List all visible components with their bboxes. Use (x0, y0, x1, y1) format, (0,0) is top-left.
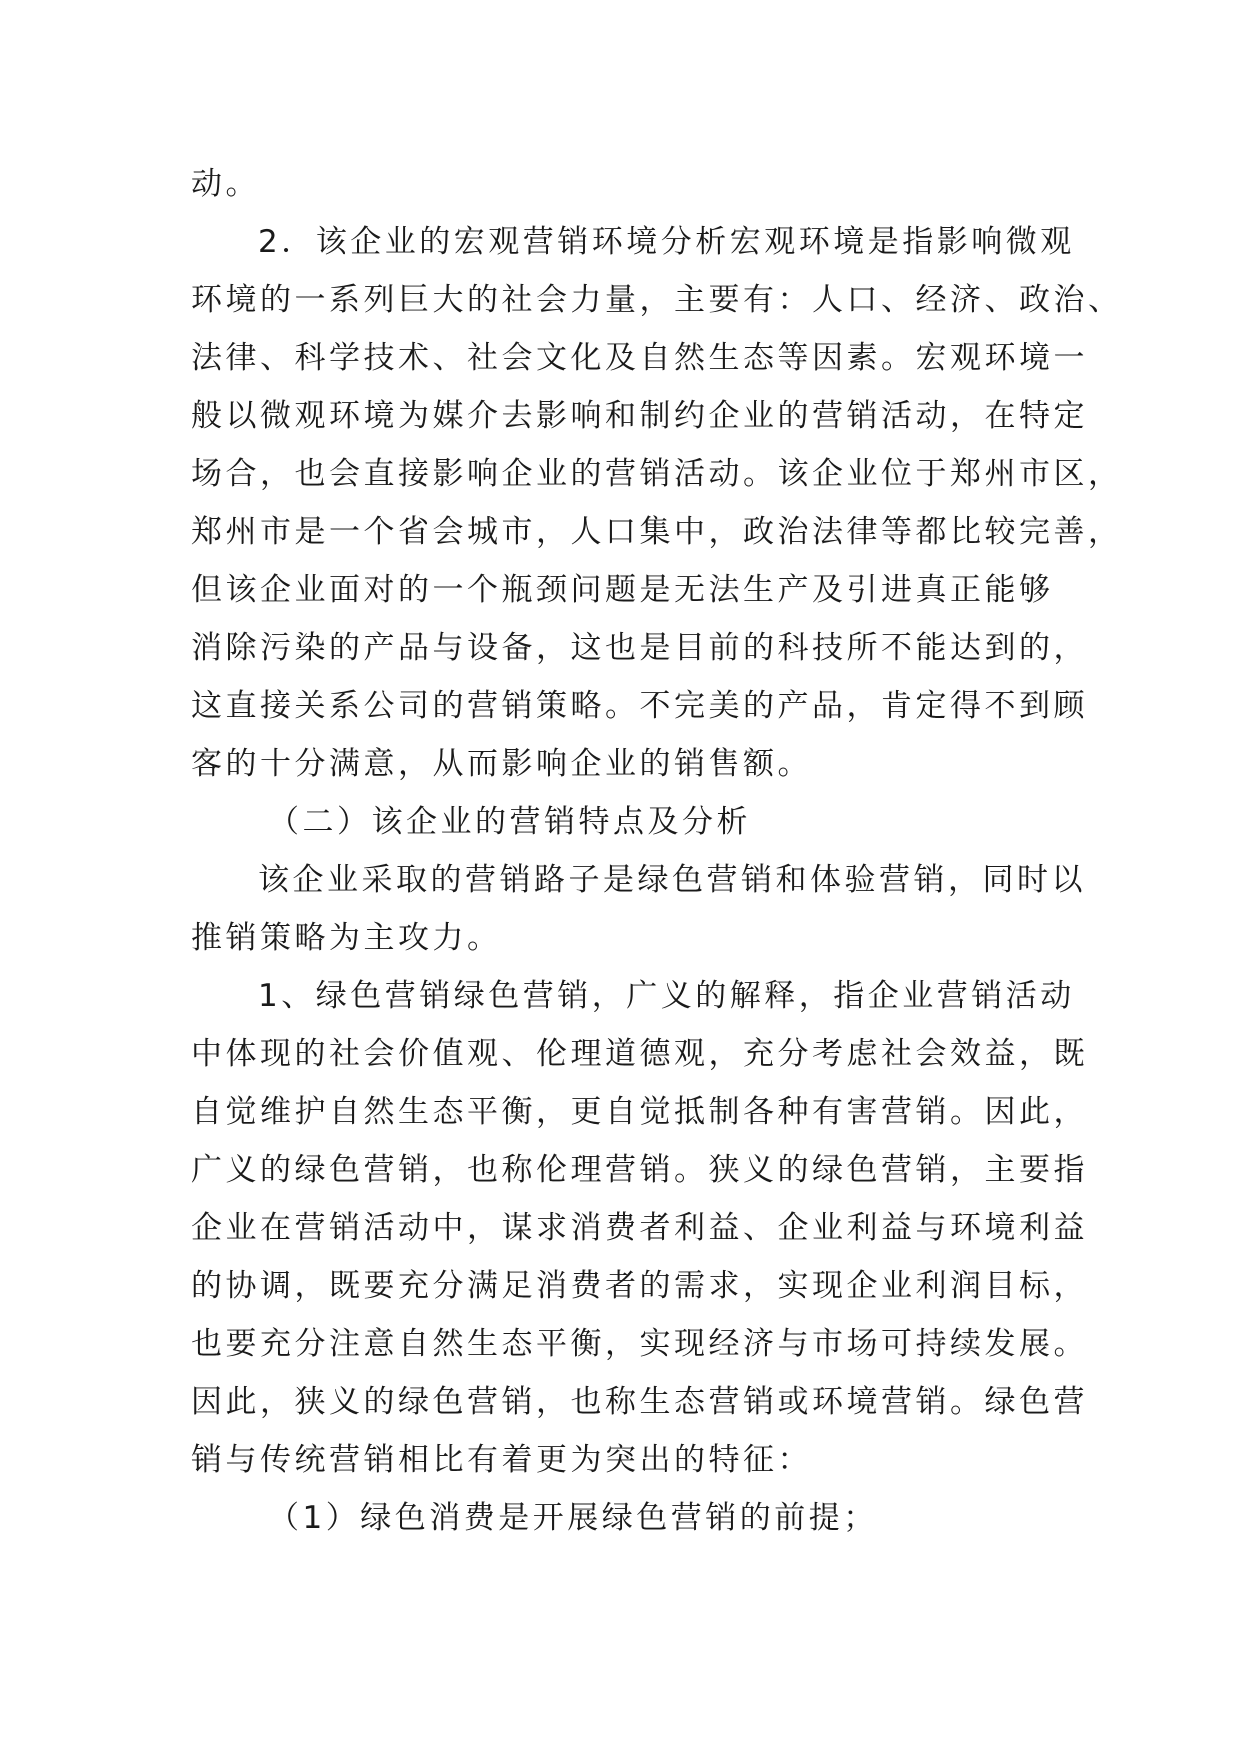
text-line: 也要充分注意自然生态平衡，实现经济与市场可持续发展。 (191, 1326, 1088, 1362)
text-line: 中体现的社会价值观、伦理道德观，充分考虑社会效益，既 (191, 1036, 1088, 1072)
text-line: 消除污染的产品与设备，这也是目前的科技所不能达到的， (191, 630, 1088, 666)
text-line: 销与传统营销相比有着更为突出的特征： (191, 1442, 812, 1478)
text-line: 这直接关系公司的营销策略。不完美的产品，肯定得不到顾 (191, 688, 1088, 724)
text-line: 环境的一系列巨大的社会力量，主要有：人口、经济、政治、 (191, 282, 1123, 318)
text-line: 推销策略为主攻力。 (191, 920, 502, 956)
text-line: 般以微观环境为媒介去影响和制约企业的营销活动，在特定 (191, 398, 1088, 434)
text-line: 客的十分满意，从而影响企业的销售额。 (191, 746, 812, 782)
text-line: 该企业采取的营销路子是绿色营销和体验营销，同时以 (258, 862, 1086, 898)
text-line: 广义的绿色营销，也称伦理营销。狭义的绿色营销，主要指 (191, 1152, 1088, 1188)
text-line: 场合，也会直接影响企业的营销活动。该企业位于郑州市区， (191, 456, 1123, 492)
text-line: 但该企业面对的一个瓶颈问题是无法生产及引进真正能够 (191, 572, 1054, 608)
text-line: 因此，狭义的绿色营销，也称生态营销或环境营销。绿色营 (191, 1384, 1088, 1420)
text-line: 自觉维护自然生态平衡，更自觉抵制各种有害营销。因此， (191, 1094, 1088, 1130)
section-heading: （二）该企业的营销特点及分析 (268, 804, 751, 840)
text-line: 郑州市是一个省会城市，人口集中，政治法律等都比较完善， (191, 514, 1123, 550)
text-line: （1）绿色消费是开展绿色营销的前提； (268, 1500, 878, 1536)
text-line: 企业在营销活动中，谋求消费者利益、企业利益与环境利益 (191, 1210, 1088, 1246)
text-line: 的协调，既要充分满足消费者的需求，实现企业利润目标， (191, 1268, 1088, 1304)
text-line: 动。 (191, 166, 260, 202)
text-line: 2．该企业的宏观营销环境分析宏观环境是指影响微观 (258, 224, 1075, 260)
text-line: 法律、科学技术、社会文化及自然生态等因素。宏观环境一 (191, 340, 1088, 376)
text-line: 1、绿色营销绿色营销，广义的解释，指企业营销活动 (258, 978, 1075, 1014)
